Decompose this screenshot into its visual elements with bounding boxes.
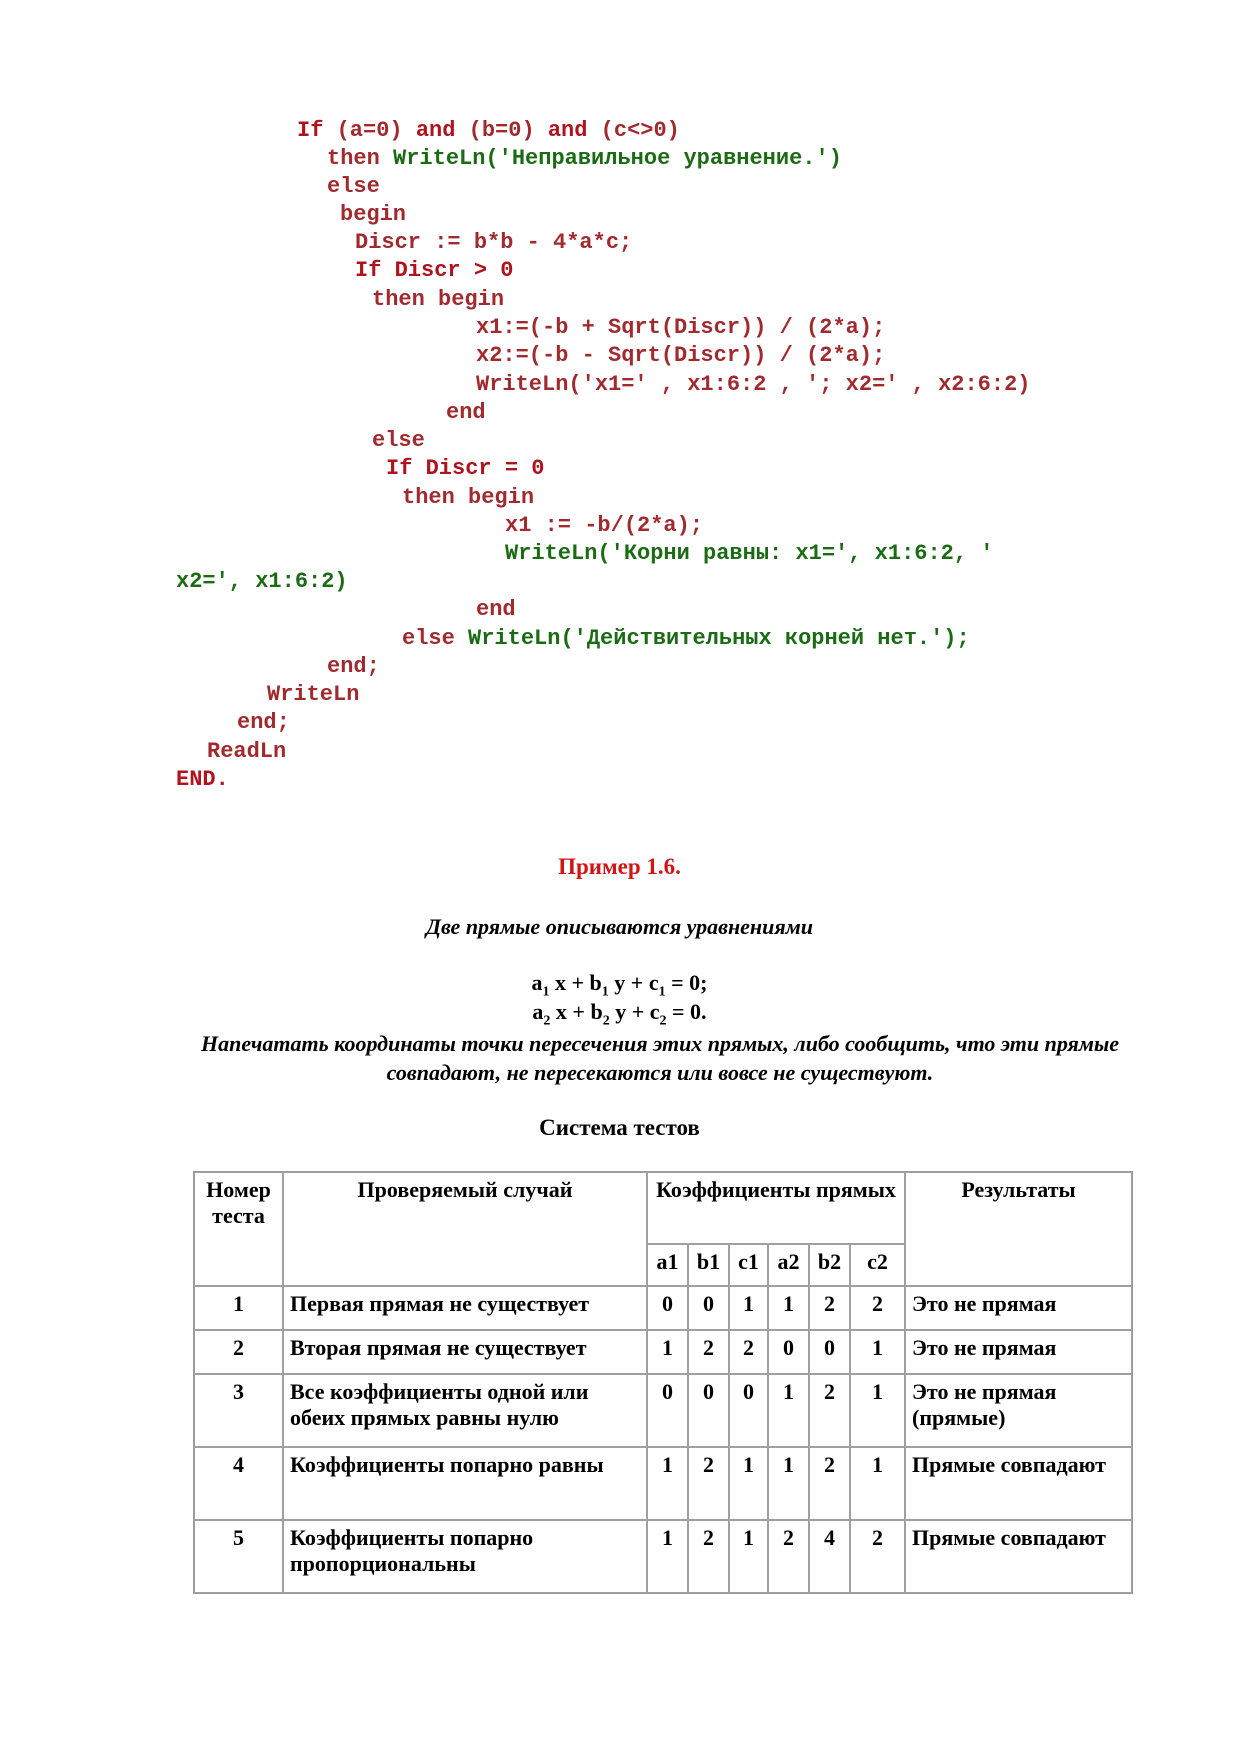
code-line: end: [446, 400, 486, 425]
code-line: else: [327, 174, 380, 199]
row-number: 1: [194, 1286, 283, 1330]
code-line: If Discr > 0: [355, 258, 514, 283]
code-line: then WriteLn('Неправильное уравнение.'): [327, 146, 842, 171]
table-row: [194, 1330, 1132, 1374]
header-a2: a2: [768, 1244, 809, 1286]
code-line: WriteLn('Корни равны: x1=', x1:6:2, ': [505, 541, 994, 566]
row-a2: 0: [768, 1330, 809, 1374]
header-case: Проверяемый случай: [283, 1172, 647, 1286]
row-case: Вторая прямая не существует: [283, 1330, 647, 1374]
task-text: Напечатать координаты точки пересечения этих прямых, либо сообщить, что эти прямые совпадают, не пересекаются или вовсе не существуют.: [201, 1031, 1119, 1085]
code-line: If (a=0) and (b=0) and (c<>0): [297, 118, 680, 143]
code-line: x1:=(-b + Sqrt(Discr)) / (2*a);: [476, 315, 886, 340]
row-a2: 2: [768, 1520, 809, 1593]
header-coefficients: Коэффициенты прямых: [647, 1172, 905, 1244]
row-result: Прямые совпадают: [905, 1447, 1132, 1520]
row-b1: 2: [688, 1330, 729, 1374]
code-line: then begin: [372, 287, 505, 312]
row-result: Это не прямая: [905, 1330, 1132, 1374]
row-a1: 1: [647, 1330, 688, 1374]
code-line: begin: [340, 202, 407, 227]
row-number: 4: [194, 1447, 283, 1520]
row-b1: 0: [688, 1374, 729, 1447]
row-c2: 1: [850, 1447, 905, 1520]
row-b1: 2: [688, 1520, 729, 1593]
row-a1: 1: [647, 1447, 688, 1520]
code-line: x2=', x1:6:2): [176, 569, 348, 594]
row-a1: 0: [647, 1374, 688, 1447]
code-line: then begin: [402, 485, 535, 510]
equation-1: $a_1$ $x + b_1$ $y + c_1 = 0$;: [531, 970, 708, 1000]
row-a2: 1: [768, 1447, 809, 1520]
row-c1: 1: [729, 1520, 768, 1593]
code-line: If Discr = 0: [386, 456, 545, 481]
row-case: Первая прямая не существует: [283, 1286, 647, 1330]
row-a1: 0: [647, 1286, 688, 1330]
code-line: end: [476, 597, 516, 622]
row-case: Коэффициенты попарно равны: [283, 1447, 647, 1520]
row-b2: 4: [809, 1520, 850, 1593]
header-b2: b2: [809, 1244, 850, 1286]
header-c2: c2: [850, 1244, 905, 1286]
table-row: [194, 1447, 1132, 1520]
equation-2: $a_2$ $x + b_2$ $y + c_2 = 0$.: [532, 999, 707, 1029]
row-number: 2: [194, 1330, 283, 1374]
code-line: else WriteLn('Действительных корней нет.');: [402, 626, 970, 651]
row-c1: 0: [729, 1374, 768, 1447]
code-line: ReadLn: [207, 739, 287, 764]
row-b1: 2: [688, 1447, 729, 1520]
table-row: [194, 1520, 1132, 1593]
row-c2: 1: [850, 1374, 905, 1447]
row-c2: 1: [850, 1330, 905, 1374]
row-b1: 0: [688, 1286, 729, 1330]
example-subtitle: Две прямые описываются уравнениями: [425, 914, 814, 939]
code-line: Discr := b*b - 4*a*c;: [355, 230, 633, 255]
row-result: Это не прямая: [905, 1286, 1132, 1330]
row-number: 5: [194, 1520, 283, 1593]
code-line: END.: [176, 767, 229, 792]
row-c2: 2: [850, 1286, 905, 1330]
row-a1: 1: [647, 1520, 688, 1593]
row-b2: 2: [809, 1286, 850, 1330]
code-line: end;: [237, 710, 290, 735]
tests-table: [193, 1171, 1133, 1594]
row-number: 3: [194, 1374, 283, 1447]
row-b2: 2: [809, 1374, 850, 1447]
header-test-number: Номер теста: [194, 1172, 283, 1286]
table-row: [194, 1374, 1132, 1447]
row-result: Прямые совпадают: [905, 1520, 1132, 1593]
table-row: [194, 1286, 1132, 1330]
header-results: Результаты: [905, 1172, 1132, 1286]
row-a2: 1: [768, 1286, 809, 1330]
row-c1: 1: [729, 1286, 768, 1330]
code-line: WriteLn: [267, 682, 360, 707]
row-c1: 1: [729, 1447, 768, 1520]
row-result: Это не прямая (прямые): [905, 1374, 1132, 1447]
row-c2: 2: [850, 1520, 905, 1593]
code-line: x1 := -b/(2*a);: [505, 513, 704, 538]
example-title: Пример 1.6.: [558, 854, 681, 879]
code-line: x2:=(-b - Sqrt(Discr)) / (2*a);: [476, 343, 886, 368]
code-line: WriteLn('x1=' , x1:6:2 , '; x2=' , x2:6:2): [476, 372, 1031, 397]
code-line: end;: [327, 654, 380, 679]
row-case: Все коэффициенты одной или обеих прямых равны нулю: [283, 1374, 647, 1447]
header-a1: a1: [647, 1244, 688, 1286]
tests-title: Система тестов: [539, 1115, 700, 1140]
header-c1: c1: [729, 1244, 768, 1286]
header-b1: b1: [688, 1244, 729, 1286]
row-b2: 0: [809, 1330, 850, 1374]
code-line: else: [372, 428, 425, 453]
row-case: Коэффициенты попарно пропорциональны: [283, 1520, 647, 1593]
row-c1: 2: [729, 1330, 768, 1374]
row-b2: 2: [809, 1447, 850, 1520]
row-a2: 1: [768, 1374, 809, 1447]
